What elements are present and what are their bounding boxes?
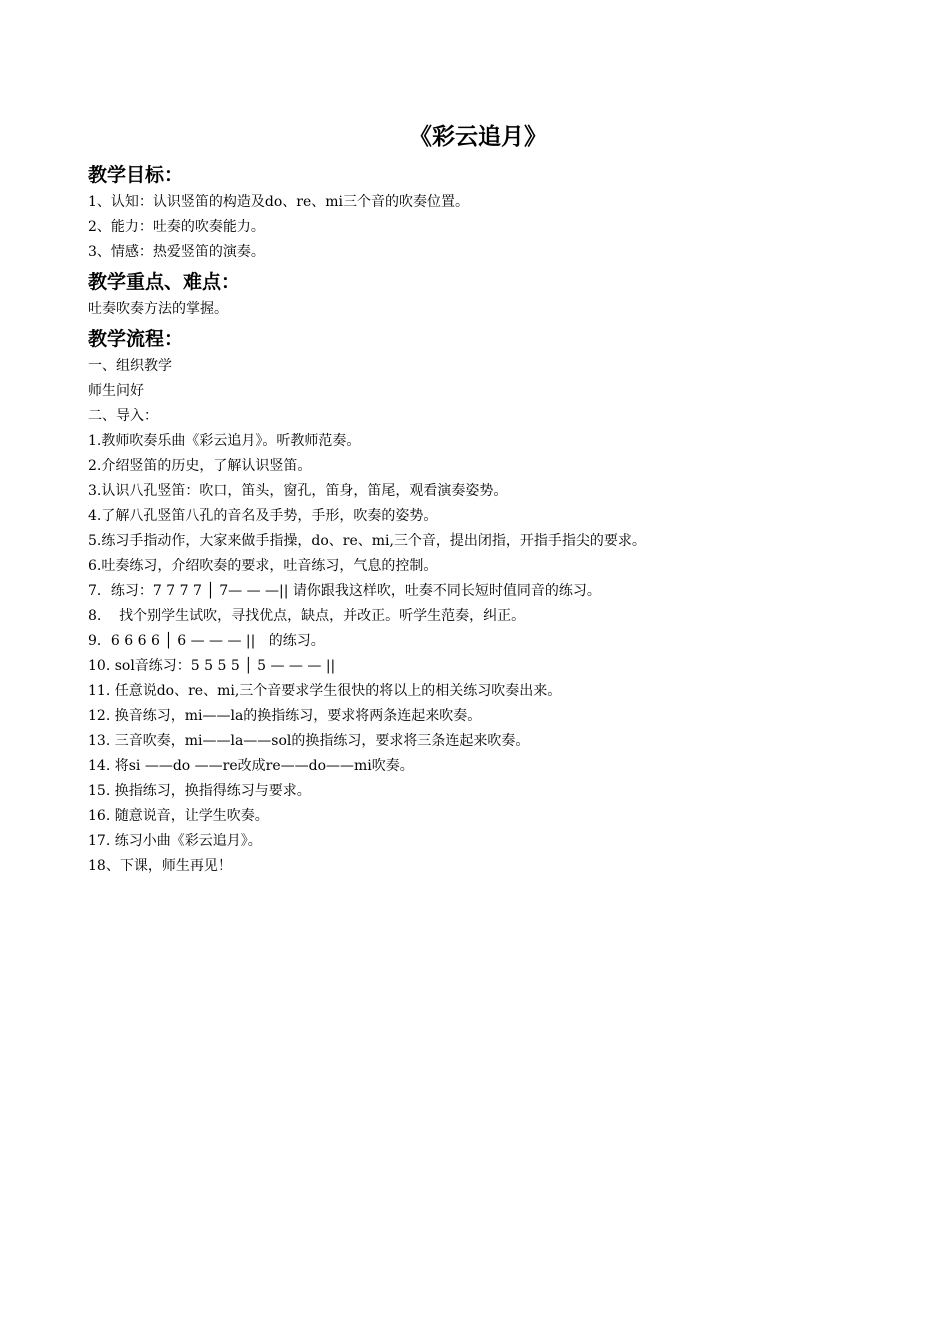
procedure-line: 6.吐奏练习，介绍吹奏的要求，吐音练习，气息的控制。 [88,558,438,574]
procedure-line: 16. 随意说音，让学生吹奏。 [88,808,269,824]
procedure-line: 9．6 6 6 6 │ 6 — — — || 的练习。 [88,633,325,649]
objective-line: 1、认知：认识竖笛的构造及do、re、mi三个音的吹奏位置。 [88,194,470,210]
document-page [88,120,868,881]
procedure-line: 14. 将si ——do ——re改成re——do——mi吹奏。 [88,758,414,774]
procedure-line: 一、组织教学 [88,358,172,374]
procedure-line: 10. sol音练习：5 5 5 5 │ 5 — — — || [88,658,336,674]
procedure-line: 11. 任意说do、re、mi,三个音要求学生很快的将以上的相关练习吹奏出来。 [88,683,562,699]
procedure-line: 师生问好 [88,383,144,399]
procedure-line: 13. 三音吹奏，mi——la——sol的换指练习，要求将三条连起来吹奏。 [88,733,530,749]
procedure-line: 2.介绍竖笛的历史，了解认识竖笛。 [88,458,312,474]
objective-line: 3、情感：热爱竖笛的演奏。 [88,244,265,260]
procedure-line: 18、下课，师生再见！ [88,858,232,874]
section-heading-key-points: 教学重点、难点： [88,271,241,293]
document-title: 《彩云追月》 [409,124,547,150]
key-point-line: 吐奏吹奏方法的掌握。 [88,301,228,317]
procedure-line: 5.练习手指动作，大家来做手指操，do、re、mi,三个音，提出闭指，开指手指尖的要求。 [88,533,646,549]
procedure-line: 3.认识八孔竖笛：吹口，笛头，窗孔，笛身，笛尾，观看演奏姿势。 [88,483,508,499]
section-procedure [88,324,868,879]
procedure-line: 4.了解八孔竖笛八孔的音名及手势，手形，吹奏的姿势。 [88,508,438,524]
section-heading-objectives: 教学目标： [88,164,184,186]
objective-line: 2、能力：吐奏的吹奏能力。 [88,219,265,235]
procedure-line: 17. 练习小曲《彩云追月》。 [88,833,262,849]
procedure-line: 12. 换音练习，mi——la的换指练习，要求将两条连起来吹奏。 [88,708,482,724]
section-heading-procedure: 教学流程： [88,328,184,350]
procedure-line: 1.教师吹奏乐曲《彩云追月》。听教师范奏。 [88,433,361,449]
procedure-line: 二、导入： [88,408,158,424]
procedure-line: 15. 换指练习，换指得练习与要求。 [88,783,311,799]
procedure-line: 8. 找个别学生试吹，寻找优点，缺点，并改正。听学生范奏，纠正。 [88,608,526,624]
section-objectives [88,160,868,265]
procedure-line: 7．练习：7 7 7 7 │ 7— — —|| 请你跟我这样吹，吐奏不同长短时值同音的练习。 [88,583,601,599]
section-key-points [88,267,868,322]
